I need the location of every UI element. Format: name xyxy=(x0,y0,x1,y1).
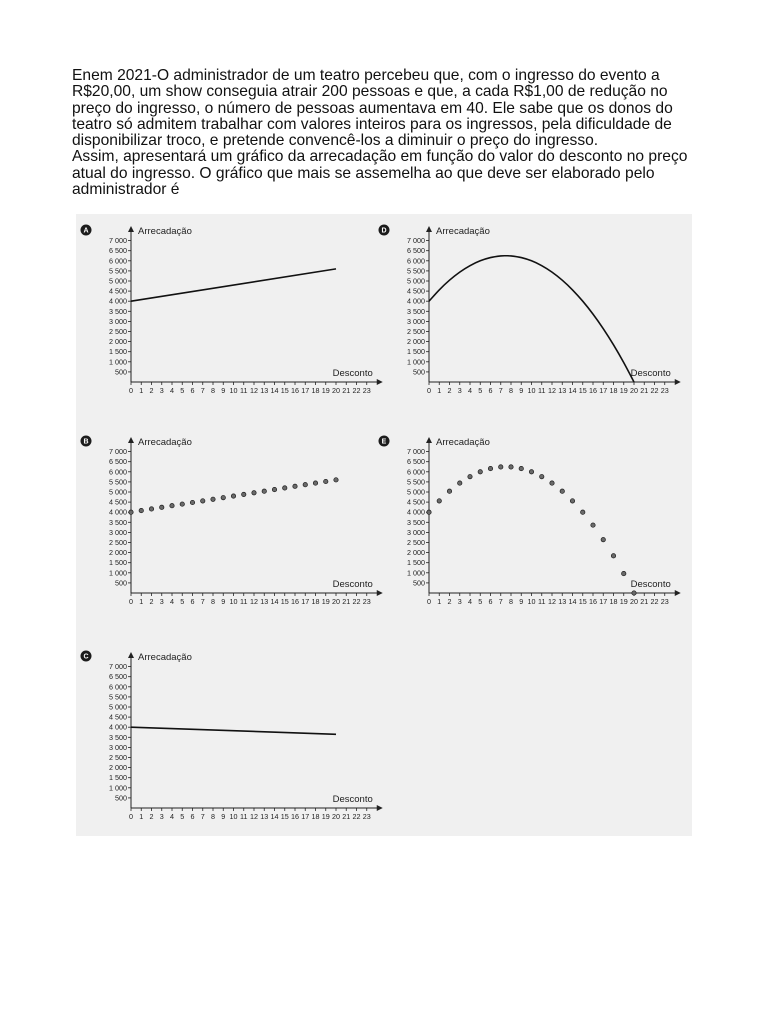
x-tick-label: 4 xyxy=(170,597,174,606)
x-tick-label: 10 xyxy=(527,386,536,395)
x-axis-arrow xyxy=(377,805,383,811)
y-tick-label: 5 000 xyxy=(109,702,127,712)
y-tick-label: 2 500 xyxy=(407,538,425,547)
option-badge xyxy=(81,436,92,447)
x-tick-label: 0 xyxy=(427,386,431,395)
x-tick-label: 19 xyxy=(321,597,330,606)
data-point xyxy=(283,486,287,490)
x-tick-label: 13 xyxy=(260,812,269,821)
y-axis-arrow xyxy=(128,226,134,232)
x-tick-label: 16 xyxy=(291,812,299,821)
y-tick-label: 1 000 xyxy=(109,568,127,578)
y-axis-arrow xyxy=(426,226,432,232)
x-axis-arrow xyxy=(675,379,681,385)
x-tick-label: 12 xyxy=(250,386,258,395)
data-point xyxy=(478,470,482,474)
y-tick-label: 7 000 xyxy=(407,236,425,246)
x-tick-label: 3 xyxy=(457,597,462,606)
y-tick-label: 2 000 xyxy=(109,337,127,347)
y-tick-label: 2 000 xyxy=(407,548,425,558)
x-tick-label: 23 xyxy=(362,386,371,395)
x-tick-label: 17 xyxy=(301,597,310,606)
y-tick-label: 4 500 xyxy=(109,712,127,722)
chart-svg xyxy=(374,431,674,611)
x-tick-label: 1 xyxy=(437,386,442,395)
y-axis-title: Arrecadação xyxy=(138,437,192,448)
y-tick-label: 2 000 xyxy=(407,337,425,347)
x-tick-label: 15 xyxy=(280,812,289,821)
x-tick-label: 9 xyxy=(221,812,226,821)
x-tick-label: 20 xyxy=(332,597,340,606)
x-tick-label: 14 xyxy=(270,812,279,821)
data-point xyxy=(272,487,276,491)
x-tick-label: 21 xyxy=(640,386,649,395)
y-tick-label: 6 500 xyxy=(407,457,425,467)
data-point xyxy=(303,483,307,487)
x-tick-label: 4 xyxy=(170,386,174,395)
x-tick-label: 21 xyxy=(342,386,351,395)
y-tick-label: 7 000 xyxy=(407,447,425,457)
y-tick-label: 3 500 xyxy=(109,732,127,742)
y-tick-label: 5 500 xyxy=(109,477,127,487)
x-tick-label: 12 xyxy=(548,386,556,395)
x-tick-label: 11 xyxy=(240,386,248,395)
x-tick-label: 1 xyxy=(139,386,144,395)
data-point xyxy=(334,478,338,482)
y-tick-label: 3 000 xyxy=(407,316,425,326)
y-tick-label: 4 000 xyxy=(109,296,127,306)
y-tick-label: 5 000 xyxy=(109,276,127,286)
y-tick-label: 2 500 xyxy=(109,327,127,336)
y-tick-label: 6 000 xyxy=(109,256,127,266)
x-tick-label: 15 xyxy=(578,386,587,395)
y-tick-label: 6 000 xyxy=(407,467,425,477)
y-axis-title: Arrecadação xyxy=(138,652,192,663)
x-tick-label: 11 xyxy=(538,597,546,606)
data-point xyxy=(221,495,225,499)
x-tick-label: 22 xyxy=(352,386,361,395)
x-tick-label: 22 xyxy=(352,812,361,821)
x-tick-label: 18 xyxy=(311,812,320,821)
y-tick-label: 2 000 xyxy=(109,548,127,558)
x-tick-label: 6 xyxy=(488,386,493,395)
x-tick-label: 19 xyxy=(619,597,628,606)
x-tick-label: 16 xyxy=(589,386,597,395)
y-axis-arrow xyxy=(426,437,432,443)
x-tick-label: 9 xyxy=(221,597,226,606)
x-tick-label: 3 xyxy=(159,812,164,821)
data-point xyxy=(211,497,215,501)
series-line xyxy=(131,727,336,734)
x-tick-label: 17 xyxy=(301,386,310,395)
x-tick-label: 6 xyxy=(190,386,195,395)
x-tick-label: 9 xyxy=(519,597,524,606)
y-axis-title: Arrecadação xyxy=(436,226,490,237)
x-tick-label: 2 xyxy=(149,597,154,606)
x-tick-label: 0 xyxy=(129,386,133,395)
y-tick-label: 6 500 xyxy=(109,457,127,467)
x-tick-label: 11 xyxy=(240,812,248,821)
y-tick-label: 3 000 xyxy=(109,316,127,326)
x-tick-label: 7 xyxy=(200,597,205,606)
x-tick-label: 7 xyxy=(498,386,503,395)
x-tick-label: 1 xyxy=(139,812,144,821)
data-point xyxy=(499,465,503,469)
data-point xyxy=(632,591,636,595)
y-axis-title: Arrecadação xyxy=(138,226,192,237)
x-tick-label: 6 xyxy=(190,597,195,606)
x-tick-label: 13 xyxy=(260,386,269,395)
y-tick-label: 5 000 xyxy=(109,487,127,497)
y-tick-label: 5 500 xyxy=(407,477,425,487)
question-text xyxy=(72,68,698,198)
x-axis-title: Desconto xyxy=(630,368,671,379)
y-tick-label: 5 500 xyxy=(109,692,127,702)
x-axis-title: Desconto xyxy=(630,579,671,590)
x-axis-title: Desconto xyxy=(332,794,373,805)
x-tick-label: 0 xyxy=(129,597,133,606)
x-tick-label: 20 xyxy=(332,386,340,395)
y-tick-label: 4 000 xyxy=(109,507,127,517)
y-tick-label: 1 500 xyxy=(109,558,127,568)
x-tick-label: 19 xyxy=(321,812,330,821)
x-tick-label: 11 xyxy=(538,386,546,395)
data-point xyxy=(139,508,143,512)
x-tick-label: 1 xyxy=(139,597,144,606)
data-point xyxy=(560,489,564,493)
x-tick-label: 13 xyxy=(558,597,567,606)
y-tick-label: 6 500 xyxy=(109,672,127,682)
y-tick-label: 4 500 xyxy=(109,286,127,296)
y-tick-label: 7 000 xyxy=(109,447,127,457)
x-tick-label: 18 xyxy=(609,597,618,606)
x-tick-label: 18 xyxy=(311,386,320,395)
x-tick-label: 1 xyxy=(437,597,442,606)
y-tick-label: 2 500 xyxy=(109,538,127,547)
y-tick-label: 5 000 xyxy=(407,276,425,286)
x-tick-label: 12 xyxy=(548,597,556,606)
x-tick-label: 20 xyxy=(630,386,638,395)
option-c-chart[interactable] xyxy=(76,646,376,826)
x-tick-label: 16 xyxy=(291,597,299,606)
y-tick-label: 3 000 xyxy=(109,742,127,752)
y-tick-label: 500 xyxy=(115,793,127,803)
data-point xyxy=(190,500,194,504)
x-tick-label: 5 xyxy=(478,386,483,395)
x-tick-label: 21 xyxy=(342,812,351,821)
x-tick-label: 14 xyxy=(568,386,577,395)
x-tick-label: 13 xyxy=(260,597,269,606)
y-tick-label: 1 000 xyxy=(109,357,127,367)
x-tick-label: 2 xyxy=(149,386,154,395)
x-tick-label: 15 xyxy=(578,597,587,606)
y-tick-label: 2 500 xyxy=(109,753,127,762)
y-tick-label: 4 500 xyxy=(407,497,425,507)
option-a-chart[interactable] xyxy=(76,220,376,400)
y-tick-label: 1 500 xyxy=(109,773,127,783)
x-tick-label: 4 xyxy=(468,597,472,606)
question-paragraph-1: Enem 2021-O administrador de um teatro percebeu que, com o ingresso do evento a R$20,00, um show conseguia atrair 200 pessoas e que, a cada R$1,00 de redução no preço do ingresso, o número de pessoas aumentava em 40. Ele sabe que os donos do teatro só admitem trabalhar com valores inteiros para os ingressos, pela dificuldade de disponibilizar troco, e pretende convencê-los a diminuir o preço do ingresso. xyxy=(72,67,673,150)
data-point xyxy=(170,504,174,508)
x-tick-label: 3 xyxy=(159,386,164,395)
x-tick-label: 7 xyxy=(200,386,205,395)
data-point xyxy=(458,481,462,485)
data-point xyxy=(252,491,256,495)
y-tick-label: 3 500 xyxy=(407,517,425,527)
data-point xyxy=(488,466,492,470)
data-point xyxy=(437,499,441,503)
y-tick-label: 1 000 xyxy=(109,783,127,793)
x-tick-label: 10 xyxy=(527,597,536,606)
x-tick-label: 7 xyxy=(200,812,205,821)
data-point xyxy=(242,492,246,496)
x-tick-label: 8 xyxy=(509,386,513,395)
x-tick-label: 8 xyxy=(211,812,215,821)
x-tick-label: 14 xyxy=(270,597,279,606)
y-tick-label: 4 000 xyxy=(109,722,127,732)
x-tick-label: 10 xyxy=(229,812,238,821)
y-tick-label: 3 500 xyxy=(407,306,425,316)
series-line xyxy=(131,269,336,301)
data-point xyxy=(570,499,574,503)
data-point xyxy=(529,470,533,474)
option-letter: B xyxy=(83,438,89,446)
x-tick-label: 0 xyxy=(129,812,133,821)
x-tick-label: 22 xyxy=(352,597,361,606)
answer-options-figure xyxy=(76,214,692,836)
x-tick-label: 4 xyxy=(468,386,472,395)
chart-svg xyxy=(76,646,376,826)
y-tick-label: 6 000 xyxy=(109,467,127,477)
y-axis-title: Arrecadação xyxy=(436,437,490,448)
data-point xyxy=(231,494,235,498)
x-tick-label: 17 xyxy=(301,812,310,821)
data-point xyxy=(591,523,595,527)
y-tick-label: 4 000 xyxy=(407,507,425,517)
x-tick-label: 20 xyxy=(630,597,638,606)
x-tick-label: 13 xyxy=(558,386,567,395)
y-tick-label: 1 500 xyxy=(109,347,127,357)
x-tick-label: 5 xyxy=(478,597,483,606)
y-tick-label: 1 000 xyxy=(407,357,425,367)
x-tick-label: 22 xyxy=(650,597,659,606)
x-tick-label: 5 xyxy=(180,597,185,606)
y-tick-label: 3 500 xyxy=(109,517,127,527)
x-tick-label: 2 xyxy=(447,597,452,606)
x-axis-arrow xyxy=(675,590,681,596)
y-tick-label: 6 000 xyxy=(109,682,127,692)
x-tick-label: 21 xyxy=(342,597,351,606)
data-point xyxy=(324,479,328,483)
x-tick-label: 15 xyxy=(280,386,289,395)
y-tick-label: 500 xyxy=(413,367,425,377)
option-letter: C xyxy=(83,653,89,661)
data-point xyxy=(149,507,153,511)
x-tick-label: 10 xyxy=(229,597,238,606)
x-tick-label: 2 xyxy=(447,386,452,395)
x-tick-label: 9 xyxy=(221,386,226,395)
x-tick-label: 7 xyxy=(498,597,503,606)
x-tick-label: 11 xyxy=(240,597,248,606)
x-tick-label: 12 xyxy=(250,597,258,606)
x-tick-label: 3 xyxy=(159,597,164,606)
chart-svg xyxy=(76,220,376,400)
x-tick-label: 15 xyxy=(280,597,289,606)
x-tick-label: 23 xyxy=(660,386,669,395)
x-axis-title: Desconto xyxy=(332,368,373,379)
x-tick-label: 4 xyxy=(170,812,174,821)
data-point xyxy=(601,537,605,541)
x-tick-label: 20 xyxy=(332,812,340,821)
x-tick-label: 9 xyxy=(519,386,524,395)
y-tick-label: 500 xyxy=(115,367,127,377)
y-tick-label: 4 000 xyxy=(407,296,425,306)
chart-svg xyxy=(76,431,376,611)
x-tick-label: 23 xyxy=(660,597,669,606)
option-b-chart[interactable] xyxy=(76,431,376,611)
x-tick-label: 21 xyxy=(640,597,649,606)
option-badge xyxy=(379,225,390,236)
x-tick-label: 3 xyxy=(457,386,462,395)
x-tick-label: 5 xyxy=(180,386,185,395)
option-d-chart[interactable] xyxy=(374,220,674,400)
option-badge xyxy=(81,651,92,662)
data-point xyxy=(262,489,266,493)
y-tick-label: 6 500 xyxy=(407,246,425,256)
x-tick-label: 18 xyxy=(609,386,618,395)
y-tick-label: 2 500 xyxy=(407,327,425,336)
y-axis-arrow xyxy=(128,652,134,658)
data-point xyxy=(550,481,554,485)
data-point xyxy=(622,571,626,575)
x-tick-label: 23 xyxy=(362,812,371,821)
x-tick-label: 17 xyxy=(599,386,608,395)
data-point xyxy=(540,474,544,478)
x-tick-label: 5 xyxy=(180,812,185,821)
x-tick-label: 16 xyxy=(291,386,299,395)
data-point xyxy=(581,510,585,514)
data-point xyxy=(519,466,523,470)
data-point xyxy=(313,481,317,485)
y-tick-label: 3 000 xyxy=(109,527,127,537)
x-tick-label: 0 xyxy=(427,597,431,606)
x-tick-label: 2 xyxy=(149,812,154,821)
y-tick-label: 5 500 xyxy=(109,266,127,276)
option-letter: A xyxy=(83,227,89,235)
x-tick-label: 6 xyxy=(488,597,493,606)
data-point xyxy=(293,484,297,488)
option-badge xyxy=(379,436,390,447)
y-tick-label: 3 000 xyxy=(407,527,425,537)
data-point xyxy=(611,554,615,558)
x-tick-label: 14 xyxy=(568,597,577,606)
y-tick-label: 6 500 xyxy=(109,246,127,256)
x-tick-label: 12 xyxy=(250,812,258,821)
y-tick-label: 5 500 xyxy=(407,266,425,276)
y-tick-label: 5 000 xyxy=(407,487,425,497)
x-tick-label: 19 xyxy=(321,386,330,395)
x-axis-title: Desconto xyxy=(332,579,373,590)
x-tick-label: 16 xyxy=(589,597,597,606)
data-point xyxy=(509,465,513,469)
x-tick-label: 22 xyxy=(650,386,659,395)
x-tick-label: 6 xyxy=(190,812,195,821)
option-badge xyxy=(81,225,92,236)
y-tick-label: 1 500 xyxy=(407,347,425,357)
chart-svg xyxy=(374,220,674,400)
y-tick-label: 6 000 xyxy=(407,256,425,266)
data-point xyxy=(180,502,184,506)
y-tick-label: 4 500 xyxy=(407,286,425,296)
option-letter: E xyxy=(381,438,387,446)
y-tick-label: 7 000 xyxy=(109,236,127,246)
question-paragraph-2: Assim, apresentará um gráfico da arrecadação em função do valor do desconto no preço atual do ingresso. O gráfico que mais se assemelha ao que deve ser elaborado pelo administrador é xyxy=(72,148,688,199)
data-point xyxy=(160,505,164,509)
series-line xyxy=(429,256,634,382)
y-tick-label: 4 500 xyxy=(109,497,127,507)
x-tick-label: 14 xyxy=(270,386,279,395)
x-tick-label: 17 xyxy=(599,597,608,606)
data-point xyxy=(129,510,133,514)
data-point xyxy=(201,499,205,503)
y-axis-arrow xyxy=(128,437,134,443)
y-tick-label: 7 000 xyxy=(109,662,127,672)
y-tick-label: 1 500 xyxy=(407,558,425,568)
x-tick-label: 8 xyxy=(211,597,215,606)
x-tick-label: 23 xyxy=(362,597,371,606)
x-tick-label: 8 xyxy=(509,597,513,606)
data-point xyxy=(427,510,431,514)
x-tick-label: 8 xyxy=(211,386,215,395)
x-tick-label: 18 xyxy=(311,597,320,606)
y-tick-label: 3 500 xyxy=(109,306,127,316)
data-point xyxy=(468,474,472,478)
option-e-chart[interactable] xyxy=(374,431,674,611)
y-tick-label: 500 xyxy=(413,578,425,588)
option-letter: D xyxy=(381,227,387,235)
y-tick-label: 2 000 xyxy=(109,763,127,773)
data-point xyxy=(447,489,451,493)
y-tick-label: 500 xyxy=(115,578,127,588)
y-tick-label: 1 000 xyxy=(407,568,425,578)
x-tick-label: 10 xyxy=(229,386,238,395)
x-tick-label: 19 xyxy=(619,386,628,395)
